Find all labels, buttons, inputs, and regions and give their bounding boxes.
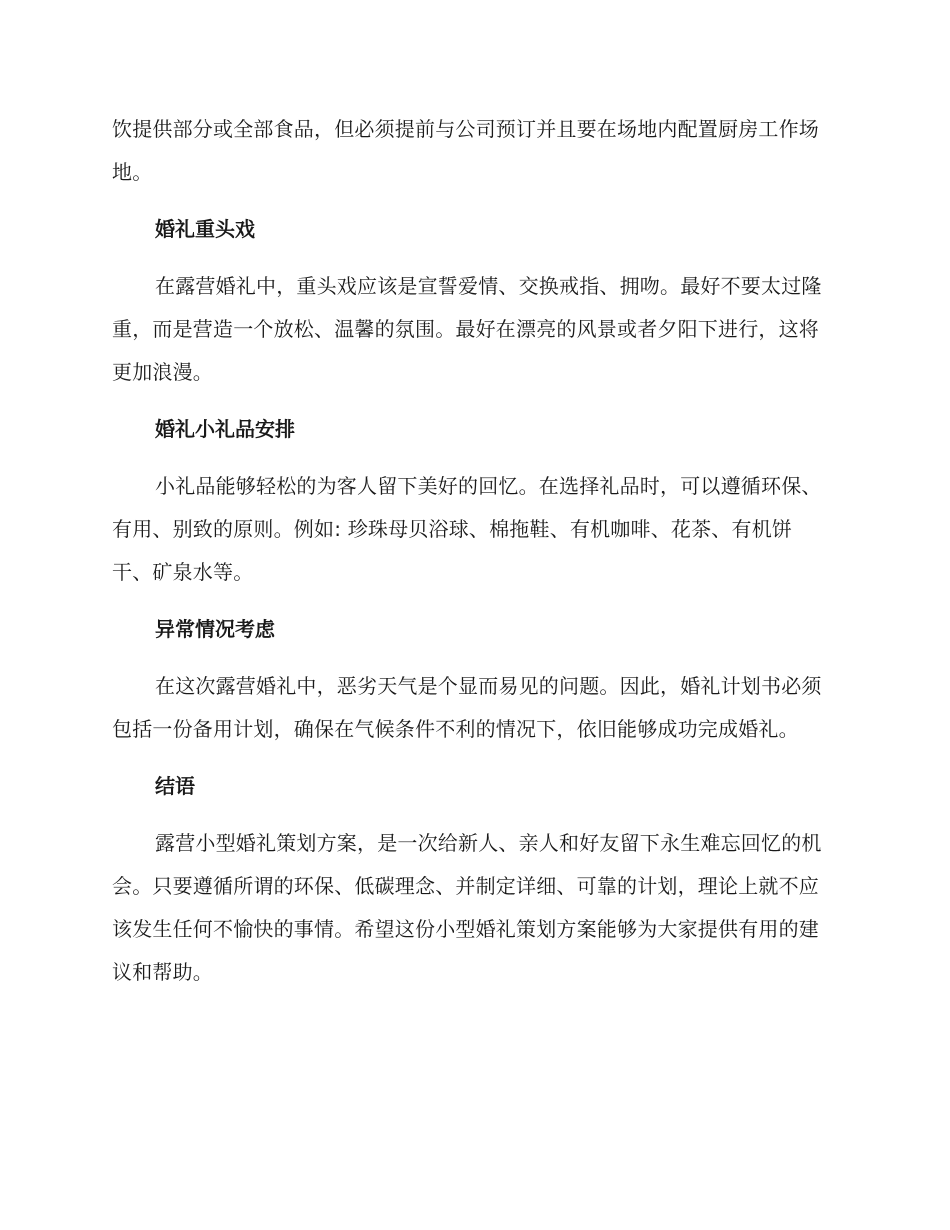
section-body-gifts: 小礼品能够轻松的为客人留下美好的回忆。在选择礼品时，可以遵循环保、有用、别致的原则。例如: 珍珠母贝浴球、棉拖鞋、有机咖啡、花茶、有机饼干、矿泉水等。 [112, 474, 822, 584]
intro-paragraph: 饮提供部分或全部食品，但必须提前与公司预订并且要在场地内配置厨房工作场地。 [112, 117, 819, 184]
section-body-main-ceremony: 在露营婚礼中，重头戏应该是宣誓爱情、交换戒指、拥吻。最好不要太过隆重，而是营造一个放松、温馨的氛围。最好在漂亮的风景或者夕阳下进行，这将更加浪漫。 [112, 274, 822, 384]
section-heading-gifts: 婚礼小礼品安排 [155, 417, 295, 441]
document-content [112, 108, 832, 994]
section-body-conclusion: 露营小型婚礼策划方案，是一次给新人、亲人和好友留下永生难忘回忆的机会。只要遵循所谓的环保、低碳理念、并制定详细、可靠的计划，理论上就不应该发生任何不愉快的事情。希望这份小型婚礼策划方案能够为大家提供有用的建议和帮助。 [112, 831, 822, 984]
section-body-contingency: 在这次露营婚礼中，恶劣天气是个显而易见的问题。因此，婚礼计划书必须包括一份备用计划，确保在气候条件不利的情况下，依旧能够成功完成婚礼。 [112, 674, 822, 741]
section-heading-main-ceremony: 婚礼重头戏 [155, 217, 255, 241]
section-heading-conclusion: 结语 [155, 774, 195, 798]
section-heading-contingency: 异常情况考虑 [155, 617, 275, 641]
